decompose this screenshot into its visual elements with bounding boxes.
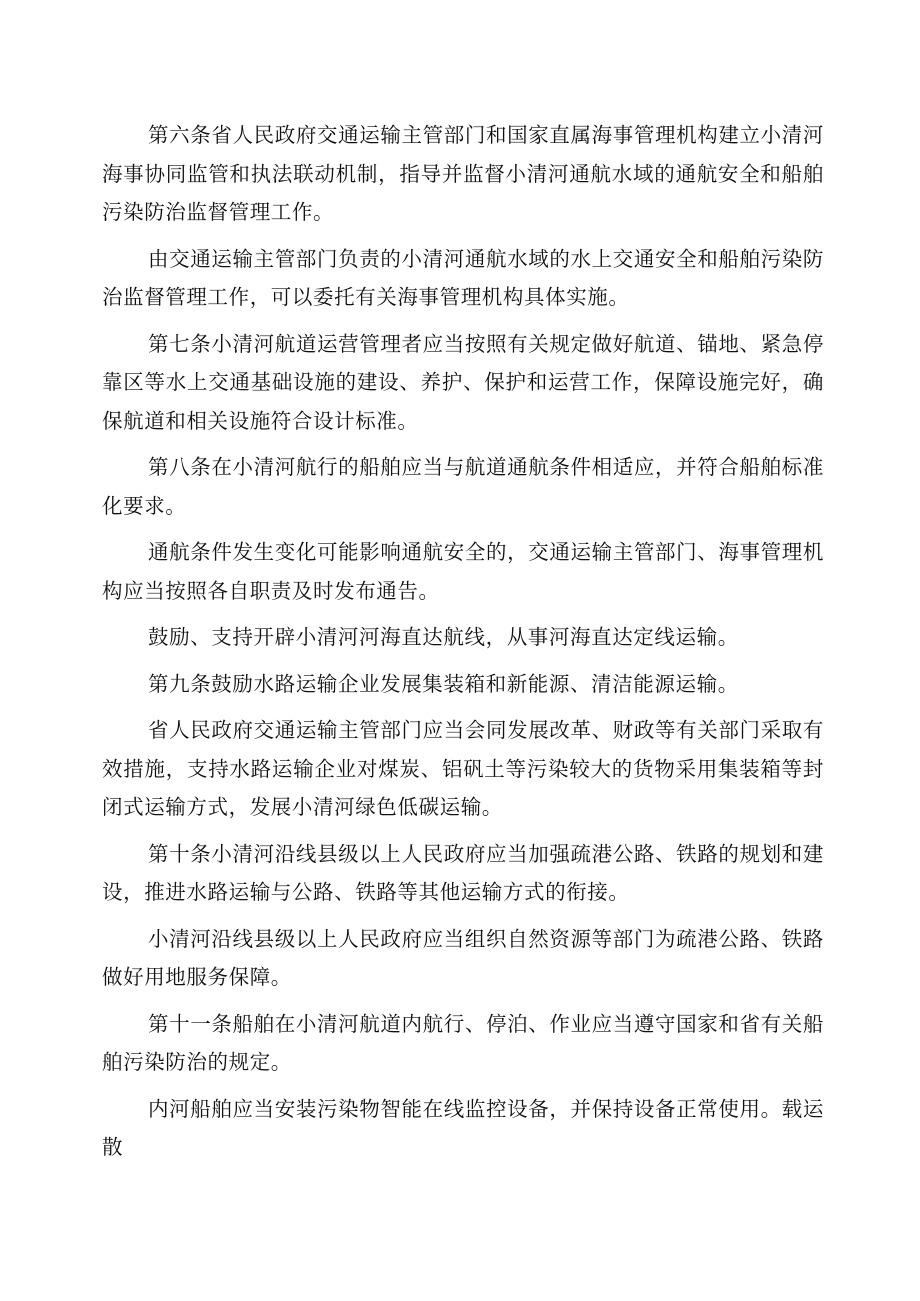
paragraph-article-7: 第七条小清河航道运营管理者应当按照有关规定做好航道、锚地、紧急停靠区等水上交通基础设施的建设、养护、保护和运营工作，保障设施完好，确保航道和相关设施符合设计标准。 [102,331,824,433]
paragraph-article-9-measures: 省人民政府交通运输主管部门应当会同发展改革、财政等有关部门采取有效措施，支持水路运输企业对煤炭、铝矾土等污染较大的货物采用集装箱等封闭式运输方式，发展小清河绿色低碳运输。 [102,718,824,819]
document-body [102,116,824,1175]
paragraph-article-6-delegation: 由交通运输主管部门负责的小清河通航水域的水上交通安全和船舶污染防治监督管理工作，可以委托有关海事管理机构具体实施。 [102,246,824,309]
paragraph-article-11-monitoring: 内河船舶应当安装污染物智能在线监控设备，并保持设备正常使用。载运散 [102,1096,824,1159]
paragraph-article-9: 第九条鼓励水路运输企业发展集装箱和新能源、清洁能源运输。 [148,671,739,696]
paragraph-article-10-land: 小清河沿线县级以上人民政府应当组织自然资源等部门为疏港公路、铁路做好用地服务保障。 [102,926,824,989]
paragraph-article-11: 第十一条船舶在小清河航道内航行、停泊、作业应当遵守国家和省有关船舶污染防治的规定。 [102,1011,824,1074]
paragraph-article-6: 第六条省人民政府交通运输主管部门和国家直属海事管理机构建立小清河海事协同监管和执法联动机制，指导并监督小清河通航水域的通航安全和船舶污染防治监督管理工作。 [102,123,824,224]
paragraph-article-8-notice: 通航条件发生变化可能影响通航安全的，交通运输主管部门、海事管理机构应当按照各自职责及时发布通告。 [102,540,824,603]
paragraph-article-10: 第十条小清河沿线县级以上人民政府应当加强疏港公路、铁路的规划和建设，推进水路运输与公路、铁路等其他运输方式的衔接。 [102,841,824,904]
paragraph-article-8: 第八条在小清河航行的船舶应当与航道通航条件相适应，并符合船舶标准化要求。 [102,455,824,518]
paragraph-article-8-routes: 鼓励、支持开辟小清河河海直达航线，从事河海直达定线运输。 [148,625,739,649]
